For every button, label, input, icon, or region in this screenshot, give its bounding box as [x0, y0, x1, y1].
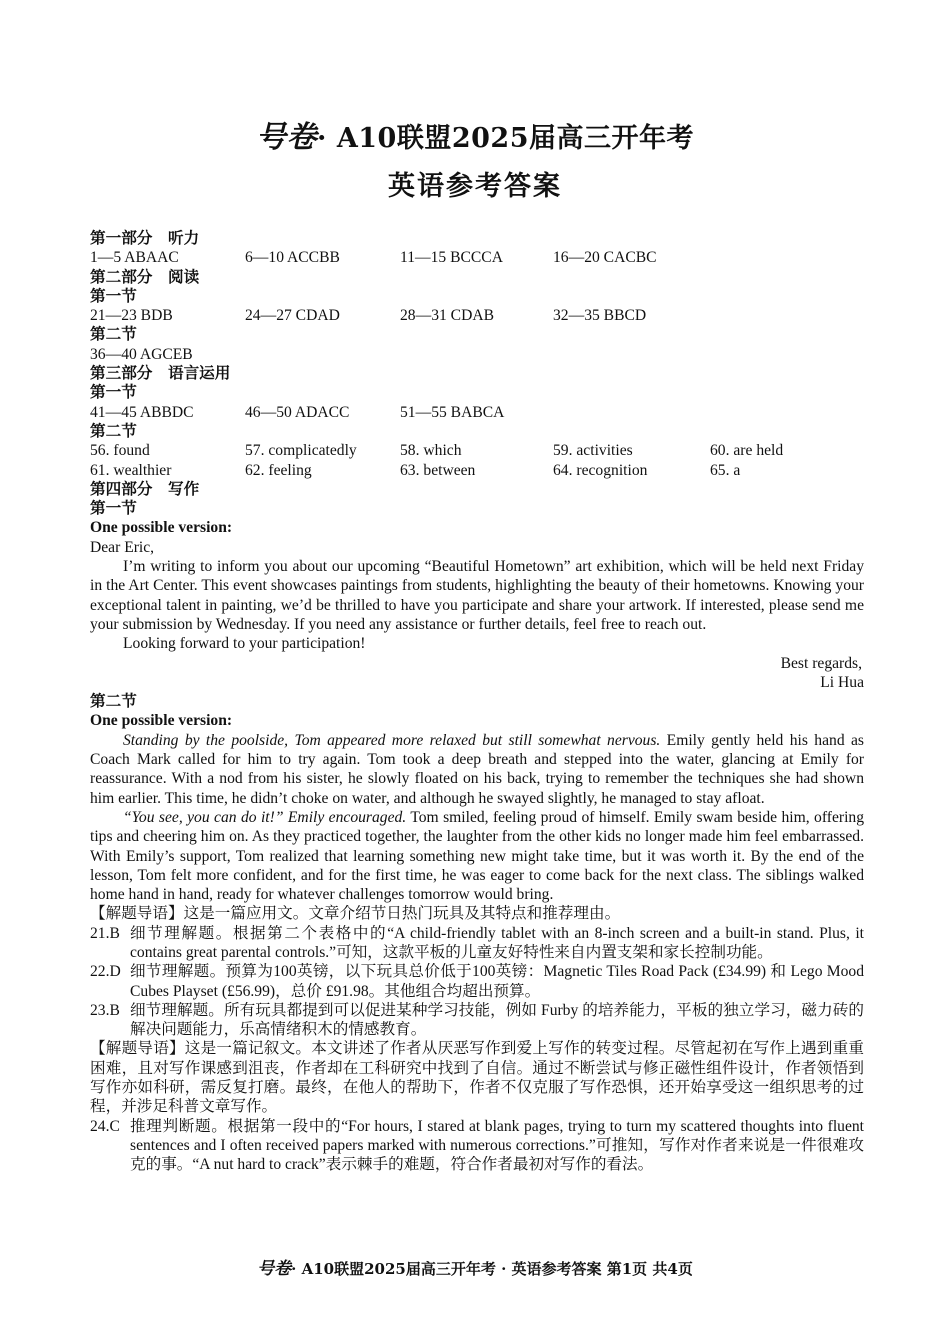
brand-logo: 号卷 [256, 120, 318, 155]
exam-title: · A10联盟2025届高三开年考 [317, 123, 694, 154]
part3-answers-row3 [90, 461, 864, 480]
part2-heading: 第二部分 阅读 [90, 268, 200, 286]
sample-label: One possible version: [90, 519, 233, 537]
explanation-text: 细节理解题。根据第二个表格中的“A child-friendly tablet with an 8-inch screen and a built-in stand. Plus, it contains great parental controls.”可知，这款平板的儿童友好特性来自内置支架和家长控制功能。 [130, 924, 864, 961]
answer-item: 62. feeling [245, 461, 312, 479]
answer-group: 46—50 ADACC [245, 403, 350, 421]
answer-group: 11—15 BCCCA [400, 249, 503, 267]
explanation-text: 推理判断题。根据第一段中的“For hours, I stared at blank pages, trying to turn my scattered thoughts into fluent sentences and I often received papers marked with numerous corrections.”可推知，写作对作者来说是一件很难攻克的事。“A nut hard to crack”表示棘手的难题，符合作者最初对写作的看法。 [130, 1117, 864, 1174]
letter-signature: Li Hua [820, 673, 864, 691]
explanation-item [90, 962, 864, 1001]
answer-item: 59. activities [553, 442, 633, 460]
answer-group: 21—23 BDB [90, 307, 173, 325]
question-number: 24.C [90, 1117, 120, 1135]
question-number: 23.B [90, 1001, 120, 1019]
part1-answers [90, 248, 864, 267]
answer-group: 6—10 ACCBB [245, 249, 340, 267]
story-text: Emily gently held his hand as Coach Mark called for him to try again. Tom took a deep breath and stepped into the water, glancing at Emily for reassurance. With a nod from his sister, he slowly floated on his back, trying to remember the techniques she had shown him earlier. This time, he didn’t choke on water, and although he swayed slightly, he managed to stay afloat. [90, 731, 864, 807]
part4-heading: 第四部分 写作 [90, 480, 200, 498]
answer-item: 57. complicatedly [245, 442, 357, 460]
part2-section2: 第二节 [90, 326, 137, 344]
story-paragraph-2 [90, 808, 864, 904]
answer-item: 64. recognition [553, 461, 648, 479]
part4-section1: 第一节 [90, 500, 137, 518]
page-header [0, 112, 950, 203]
answer-content [90, 229, 864, 1175]
story-paragraph-1 [90, 731, 864, 808]
letter-body: I’m writing to inform you about our upcoming “Beautiful Hometown” art exhibition, which will be held next Friday in the Art Center. This event showcases paintings from students, highlighting the beauty of their hometowns. Knowing your exceptional talent in painting, we’d be thrilled to have you participate and share your artwork. If interested, please send me your submission by Wednesday. If you need any assistance or further details, feel free to reach out. [90, 558, 864, 633]
story-opening: “You see, you can do it!” Emily encouraged. [123, 808, 407, 826]
answer-group: 24—27 CDAD [245, 307, 340, 325]
answer-group: 32—35 BBCD [553, 307, 647, 325]
letter-greeting: Dear Eric, [90, 538, 155, 556]
story-opening: Standing by the poolside, Tom appeared more relaxed but still somewhat nervous. [123, 731, 661, 749]
part3-answers-row1 [90, 403, 864, 422]
part4-section2: 第二节 [90, 693, 137, 711]
answer-item: 65. a [710, 461, 741, 479]
answer-item: 61. wealthier [90, 461, 172, 479]
answer-group: 28—31 CDAB [400, 307, 495, 325]
part2-section1: 第一节 [90, 287, 137, 305]
footer-brand-logo: 号卷 [257, 1259, 292, 1279]
part3-answers-row2 [90, 441, 864, 460]
sample-label: One possible version: [90, 712, 233, 730]
part3-section2: 第二节 [90, 422, 137, 440]
answer-group: 1—5 ABAAC [90, 249, 179, 267]
part2-answers-row1 [90, 306, 864, 325]
answer-group: 41—45 ABBDC [90, 403, 194, 421]
explanation-guide: 【解题导语】这是一篇应用文。文章介绍节日热门玩具及其特点和推荐理由。 [90, 905, 621, 923]
explanation-item [90, 1001, 864, 1040]
page-title [0, 112, 950, 156]
question-number: 22.D [90, 963, 121, 981]
explanation-text: 细节理解题。预算为100英镑，以下玩具总价低于100英镑：Magnetic Tiles Road Pack (£34.99) 和 Lego Mood Cubes Playset (£56.99)，总价 £91.98。其他组合均超出预算。 [130, 963, 864, 1000]
answer-item: 63. between [400, 461, 476, 479]
explanation-item [90, 1117, 864, 1175]
footer-text: · A10联盟2025届高三开年考 · 英语参考答案 第1页 共4页 [291, 1260, 693, 1278]
explanation-guide: 【解题导语】这是一篇记叙文。本文讲述了作者从厌恶写作到爱上写作的转变过程。尽管起初在写作上遇到重重困难，且对写作课感到沮丧，作者却在工科研究中找到了自信。通过不断尝试与修正磁性组件设计，作者领悟到写作亦如科研，需反复打磨。最终，在他人的帮助下，作者不仅克服了写作恐惧，还开始享受这一组织思考的过程，并涉足科普文章写作。 [90, 1040, 864, 1116]
part1-heading: 第一部分 听力 [90, 230, 200, 247]
letter-closing: Looking forward to your participation! [123, 635, 366, 653]
answer-item: 56. found [90, 442, 150, 460]
explanation-text: 细节理解题。所有玩具都提到可以促进某种学习技能，例如 Furby 的培养能力，平板的独立学习，磁力砖的解决问题能力，乐高情绪积木的情感教育。 [130, 1001, 864, 1039]
page-subtitle: 英语参考答案 [388, 171, 562, 202]
answer-item: 58. which [400, 442, 462, 460]
part3-section1: 第一节 [90, 384, 137, 402]
page-footer [0, 1254, 950, 1279]
answer-item: 60. are held [710, 442, 784, 460]
story-text: Tom smiled, feeling proud of himself. Emily swam beside him, offering tips and cheering him on. As they practiced together, the laughter from the other kids no longer made him feel embarrassed. With Emily’s support, Tom realized that learning something new might take time, but it was worth it. By the end of the lesson, Tom felt more confident, and for the first time, he was eager to come back for the next class. The siblings walked home hand in hand, ready for whatever challenges tomorrow would bring. [90, 808, 864, 904]
answer-group: 16—20 CACBC [553, 249, 657, 267]
explanation-item [90, 924, 864, 963]
part3-heading: 第三部分 语言运用 [90, 365, 231, 383]
answer-group: 51—55 BABCA [400, 403, 505, 421]
part2-answers-row2: 36—40 AGCEB [90, 345, 193, 363]
question-number: 21.B [90, 924, 120, 942]
letter-signoff: Best regards, [780, 654, 862, 672]
